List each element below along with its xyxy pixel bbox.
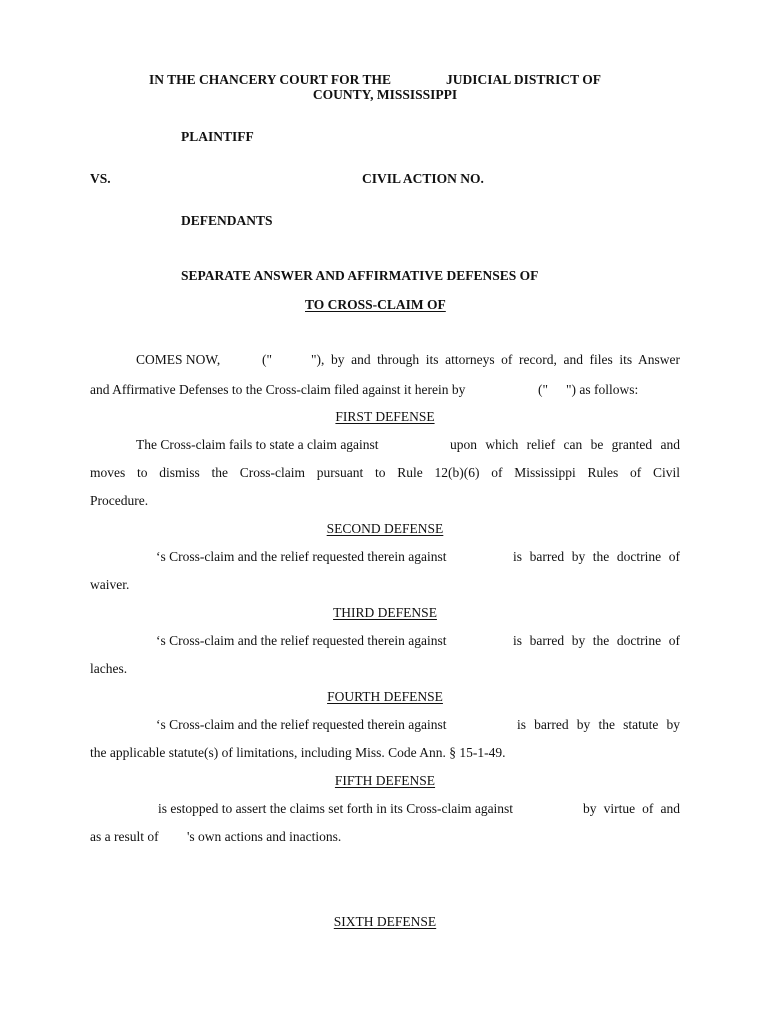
caption-civil-action-no: CIVIL ACTION NO. (362, 171, 484, 186)
second-defense-line1-a: ‘s Cross-claim and the relief requested therein against (156, 549, 447, 564)
second-defense-heading: SECOND DEFENSE (326, 521, 444, 536)
second-defense-line2: waiver. (90, 577, 130, 592)
caption-county-line: COUNTY, MISSISSIPPI (312, 87, 458, 102)
intro-line2-c: ") as follows: (566, 382, 639, 397)
first-defense-line1-b: upon which relief can be granted and (450, 437, 680, 452)
fifth-defense-line1-b: by virtue of and (583, 801, 680, 816)
fourth-defense-line1-a: ‘s Cross-claim and the relief requested therein against (156, 717, 447, 732)
second-defense-line1-b: is barred by the doctrine of (513, 549, 680, 564)
first-defense-line2: moves to dismiss the Cross-claim pursuant to Rule 12(b)(6) of Mississippi Rules of Civil (90, 465, 680, 480)
third-defense-line1-b: is barred by the doctrine of (513, 633, 680, 648)
fourth-defense-line1-b: is barred by the statute by (517, 717, 680, 732)
first-defense-line1-a: The Cross-claim fails to state a claim against (136, 437, 379, 452)
caption-defendants: DEFENDANTS (181, 213, 273, 228)
third-defense-line2: laches. (90, 661, 128, 676)
intro-comes-now: COMES NOW, (136, 352, 221, 367)
intro-line1-rest: "), by and through its attorneys of record, and files its Answer (311, 352, 680, 367)
document-title-line2: TO CROSS-CLAIM OF (305, 297, 446, 312)
intro-line2-quote-open: (" (538, 382, 549, 397)
fourth-defense-heading: FOURTH DEFENSE (327, 689, 443, 704)
third-defense-heading: THIRD DEFENSE (333, 605, 437, 620)
first-defense-line3: Procedure. (90, 493, 149, 508)
fifth-defense-heading: FIFTH DEFENSE (334, 773, 436, 788)
third-defense-line1-a: ‘s Cross-claim and the relief requested therein against (156, 633, 447, 648)
caption-vs: VS. (90, 171, 111, 186)
caption-court-line-a: IN THE CHANCERY COURT FOR THE (149, 72, 391, 87)
fourth-defense-line2: the applicable statute(s) of limitations, including Miss. Code Ann. § 15-1-49. (90, 745, 506, 760)
fifth-defense-line2-a: as a result of (90, 829, 159, 844)
document-title-line1: SEPARATE ANSWER AND AFFIRMATIVE DEFENSES OF (181, 268, 539, 283)
intro-quote-open: (" (262, 352, 273, 367)
sixth-defense-heading: SIXTH DEFENSE (333, 914, 437, 929)
fifth-defense-line1-a: is estopped to assert the claims set forth in its Cross-claim against (158, 801, 514, 816)
caption-plaintiff: PLAINTIFF (181, 129, 254, 144)
caption-court-line-b: JUDICIAL DISTRICT OF (446, 72, 602, 87)
intro-line2-a: and Affirmative Defenses to the Cross-claim filed against it herein by (90, 382, 466, 397)
first-defense-heading: FIRST DEFENSE (335, 409, 435, 424)
fifth-defense-line2-b: 's own actions and inactions. (187, 829, 342, 844)
